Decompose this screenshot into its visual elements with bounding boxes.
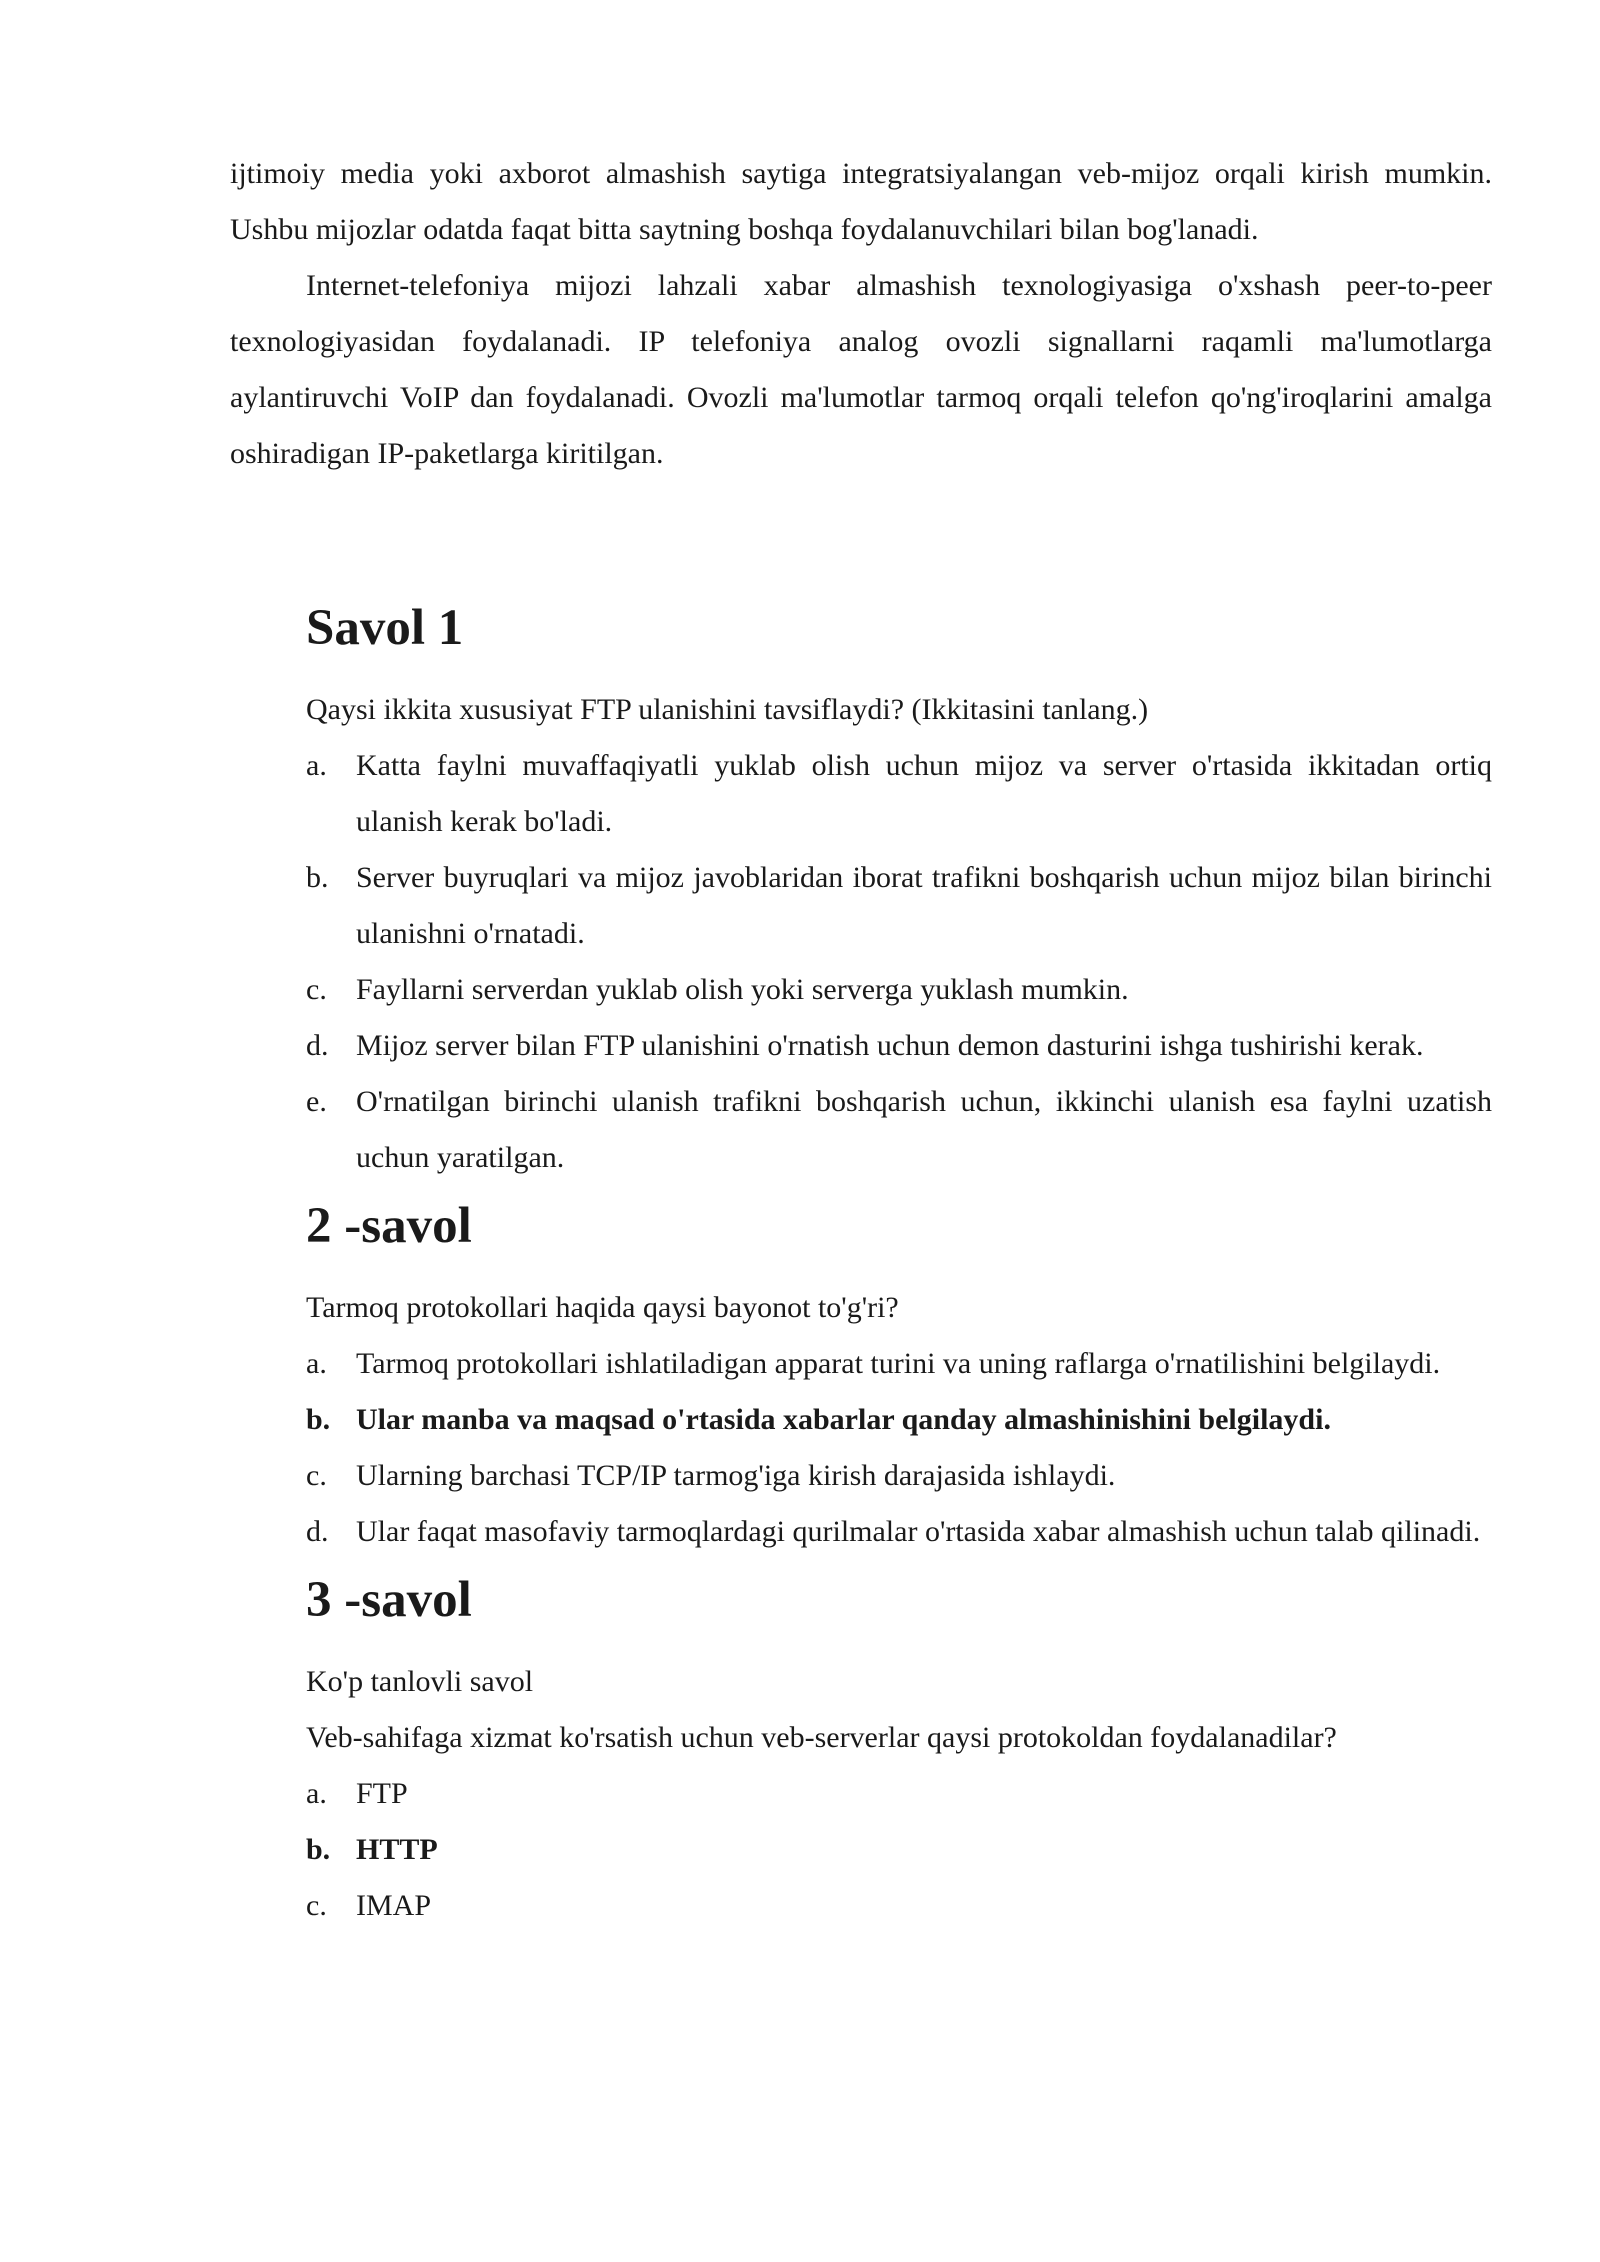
- option-letter: a.: [306, 1777, 327, 1810]
- option-letter: a.: [306, 749, 327, 782]
- answer-option-highlighted: [306, 1392, 1492, 1448]
- answer-option: [306, 1766, 1492, 1822]
- question-text: Tarmoq protokollari haqida qaysi bayonot to'g'ri?: [306, 1291, 899, 1324]
- answer-option: [306, 962, 1492, 1018]
- answer-option: [306, 1074, 1492, 1186]
- option-letter: c.: [306, 1889, 327, 1922]
- answer-option: [306, 1504, 1492, 1560]
- answer-options: [306, 738, 1492, 1186]
- question-subtext: Ko'p tanlovli savol: [306, 1665, 534, 1698]
- option-text: Mijoz server bilan FTP ulanishini o'rnatish uchun demon dasturini ishga tushirishi kerak.: [356, 1029, 1424, 1062]
- option-text: IMAP: [356, 1889, 432, 1922]
- option-letter: e.: [306, 1085, 327, 1118]
- option-letter: b.: [306, 1833, 331, 1866]
- option-text: O'rnatilgan birinchi ulanish trafikni boshqarish uchun, ikkinchi ulanish esa faylni uzatish uchun yaratilgan.: [356, 1085, 1492, 1174]
- question-text: Veb-sahifaga xizmat ko'rsatish uchun veb-serverlar qaysi protokoldan foydalanadilar?: [306, 1721, 1337, 1754]
- option-text: HTTP: [356, 1833, 438, 1866]
- option-text: Ular manba va maqsad o'rtasida xabarlar qanday almashinishini belgilaydi.: [356, 1403, 1331, 1436]
- intro-text: [230, 146, 1492, 482]
- option-letter: d.: [306, 1515, 329, 1548]
- option-text: Fayllarni serverdan yuklab olish yoki serverga yuklash mumkin.: [356, 973, 1129, 1006]
- answer-option: [306, 1018, 1492, 1074]
- question-heading: 3 -savol: [306, 1572, 472, 1628]
- answer-option-highlighted: [306, 1822, 1492, 1878]
- option-text: Ularning barchasi TCP/IP tarmog'iga kirish darajasida ishlaydi.: [356, 1459, 1116, 1492]
- option-text: FTP: [356, 1777, 408, 1810]
- answer-option: [306, 1448, 1492, 1504]
- question-heading: Savol 1: [306, 600, 464, 656]
- option-letter: b.: [306, 861, 329, 894]
- option-letter: c.: [306, 973, 327, 1006]
- intro-paragraph: Internet-telefoniya mijozi lahzali xabar almashish texnologiyasiga o'xshash peer-to-peer texnologiyasidan foydalanadi. IP telefoniya analog ovozli signallarni raqamli ma'lumotlarga aylantiruvchi VoIP dan foydalanadi. Ovozli ma'lumotlar tarmoq orqali telefon qo'ng'iroqlarini amalga oshiradigan IP-paketlarga kiritilgan.: [230, 269, 1492, 470]
- option-text: Ular faqat masofaviy tarmoqlardagi qurilmalar o'rtasida xabar almashish uchun talab qilinadi.: [356, 1515, 1481, 1548]
- option-text: Server buyruqlari va mijoz javoblaridan iborat trafikni boshqarish uchun mijoz bilan birinchi ulanishni o'rnatadi.: [356, 861, 1492, 950]
- question-heading: 2 -savol: [306, 1198, 472, 1254]
- answer-options: [306, 1766, 1492, 1934]
- option-letter: b.: [306, 1403, 331, 1436]
- option-letter: c.: [306, 1459, 327, 1492]
- option-text: Katta faylni muvaffaqiyatli yuklab olish uchun mijoz va server o'rtasida ikkitadan ortiq ulanish kerak bo'ladi.: [356, 749, 1492, 838]
- quiz-section: [306, 588, 1492, 1934]
- option-letter: a.: [306, 1347, 327, 1380]
- answer-option: [306, 738, 1492, 850]
- answer-options: [306, 1336, 1492, 1560]
- answer-option: [306, 1336, 1492, 1392]
- option-text: Tarmoq protokollari ishlatiladigan apparat turini va uning raflarga o'rnatilishini belgilaydi.: [356, 1347, 1441, 1380]
- option-letter: d.: [306, 1029, 329, 1062]
- question-text: Qaysi ikkita xususiyat FTP ulanishini tavsiflaydi? (Ikkitasini tanlang.): [306, 693, 1149, 726]
- intro-paragraph: ijtimoiy media yoki axborot almashish saytiga integratsiyalangan veb-mijoz orqali kirish mumkin. Ushbu mijozlar odatda faqat bitta saytning boshqa foydalanuvchilari bilan bog'lanadi.: [230, 157, 1492, 246]
- answer-option: [306, 1878, 1492, 1934]
- answer-option: [306, 850, 1492, 962]
